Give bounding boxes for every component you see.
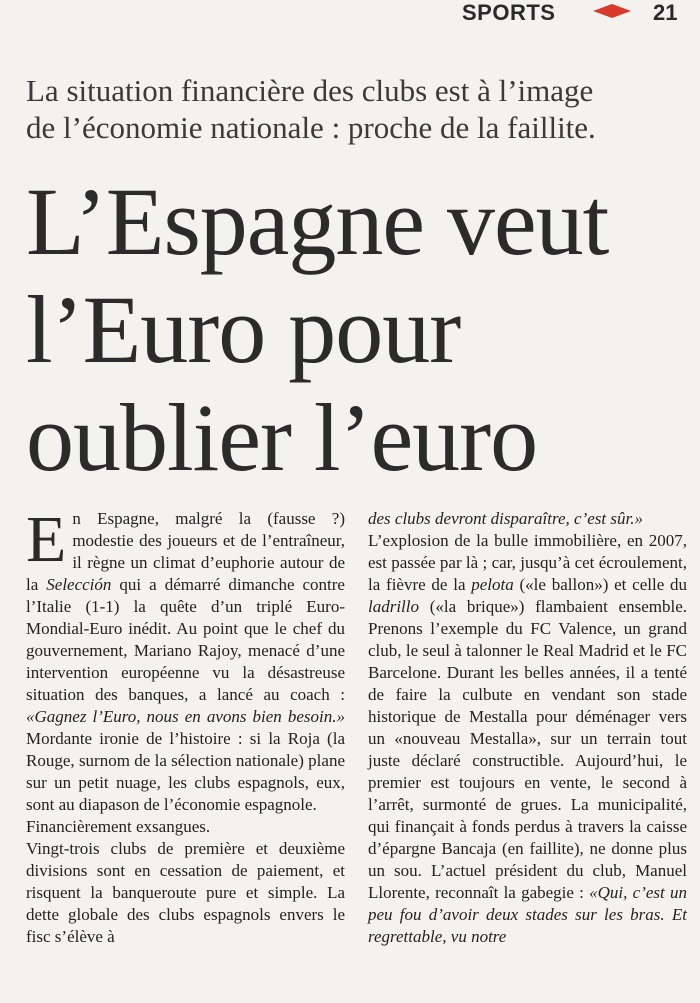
drop-cap: E [26,503,67,576]
paragraph-1 [26,503,345,816]
text-run: («le ballon») et celle du [513,575,688,594]
deck-line-1: La situation financière des clubs est à l’image [26,73,594,108]
page-header [0,0,700,30]
headline-line-3: oublier l’euro [26,384,538,491]
red-diamond-icon [593,4,631,18]
italic-text: ladrillo [368,597,420,616]
deck-line-2: de l’économie nationale : proche de la faillite. [26,110,596,145]
italic-quote: «Qui, c’est un peu fou d’avoir deux stades sur les bras. Et regrettable, vu notre [368,883,687,946]
text-run: («la brique») flambaient ensemble. Prenons l’exemple du FC Valence, un grand club, le seul à talonner le Real Madrid et le FC Barcelone. Durant les belles années, il a tenté de faire la culbute en vendant son stade historique de Mestalla pour déménager vers un «nouveau Mestalla», sur un terrain tout juste déclaré constructible. Aujourd’hui, le premier est toujours en vente, le second à l’arrêt, surmonté de grues. La municipalité, qui finançait à fonds perdus à travers la caisse d’épargne Bancaja (en faillite), ne donne plus un sou. L’actuel président du club, Manuel Llorente, reconnaît la gabegie : [368,597,687,902]
italic-text: pelota [471,575,514,594]
paragraph-2: Financièrement exsangues. [26,817,211,836]
text-run: qui a démarré dimanche contre l’Italie (1-1) la quête d’un triplé Euro-Mondial-Euro inédit. Au point que le chef du gouvernement, Mariano Rajoy, menacé d’une intervention européenne vu la désastreuse situation des banques, a lancé au coach : [26,575,345,704]
text-run: L’explosion de la bulle immobilière, en 2007, est passée par là ; car, jusqu’à cet écroulement, la fièvre de la [368,531,687,594]
section-label: SPORTS [462,0,556,25]
page-number: 21 [653,0,678,25]
paragraph-1 [368,508,687,530]
article-column-2 [368,508,687,948]
headline [26,168,686,492]
text-run: Mordante ironie de l’histoire : si la Roja (la Rouge, surnom de la sélection nationale) plane sur un petit nuage, les clubs espagnols, eux, sont au diapason de l’économie espagnole. [26,729,345,814]
paragraph-2 [368,530,687,948]
italic-quote: des clubs devront disparaître, c’est sûr.» [368,509,643,528]
article-column-1 [26,503,345,948]
text-run: n Espagne, malgré la (fausse ?) modestie des joueurs et de l’entraîneur, il règne un climat d’euphorie autour de la [26,509,345,594]
italic-quote: «Gagnez l’Euro, nous en avons bien besoin.» [26,707,345,726]
paragraph-3: Vingt-trois clubs de première et deuxième divisions sont en cessation de paiement, et risquent la banqueroute pure et simple. La dette globale des clubs espagnols envers le fisc s’élève à [26,839,345,946]
headline-line-2: l’Euro pour [26,276,461,383]
deck-subheadline [26,72,676,146]
headline-line-1: L’Espagne veut [26,168,609,275]
italic-text: Selección [46,575,112,594]
